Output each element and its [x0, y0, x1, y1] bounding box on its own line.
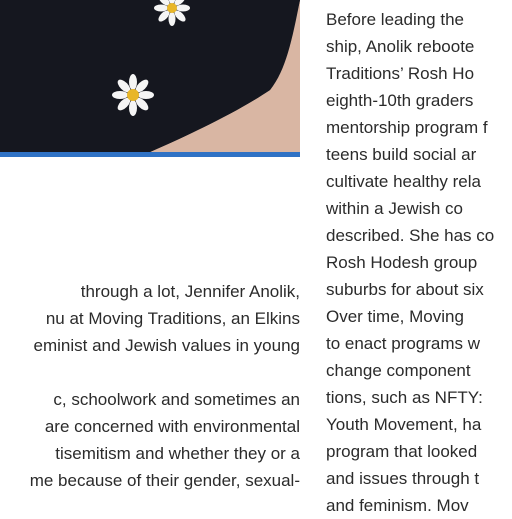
text-line: Before leading the: [326, 10, 464, 29]
text-line: c, schoolwork and sometimes an: [53, 390, 300, 409]
text-line: cultivate healthy rela: [326, 172, 481, 191]
text-line: through a lot, Jennifer Anolik,: [80, 282, 300, 301]
text-line: to enact programs w: [326, 334, 481, 353]
text-line: Traditions’ Rosh Ho: [326, 64, 475, 83]
text-line: suburbs for about six: [326, 280, 484, 299]
text-line: Youth Movement, ha: [326, 415, 482, 434]
right-text-column: [326, 6, 512, 519]
text-line: Rosh Hodesh group: [326, 253, 478, 272]
floral-dress-image: [0, 0, 300, 152]
text-line: within a Jewish co: [326, 199, 464, 218]
text-line: Over time, Moving: [326, 307, 464, 326]
text-line: eminist and Jewish values in young: [33, 336, 300, 355]
text-line: program that looked: [326, 442, 478, 461]
text-line: change component: [326, 361, 471, 380]
text-line: tisemitism and whether they or a: [55, 444, 300, 463]
text-line: nu at Moving Traditions, an Elkins: [45, 309, 300, 328]
article-photo: [0, 0, 300, 152]
text-line: and issues through t: [326, 469, 480, 488]
paragraph-gap: [0, 359, 300, 386]
text-line: tions, such as NFTY:: [326, 388, 483, 407]
text-line: eighth-10th graders: [326, 91, 474, 110]
text-line: are concerned with environmental: [44, 417, 300, 436]
text-line: ship, Anolik reboote: [326, 37, 475, 56]
left-text-column: [0, 278, 300, 494]
text-line: me because of their gender, sexual-: [29, 471, 300, 490]
text-line: teens build social ar: [326, 145, 477, 164]
text-line: and feminism. Mov: [326, 496, 469, 515]
text-line: described. She has co: [326, 226, 495, 245]
photo-accent-rule: [0, 152, 300, 157]
text-line: mentorship program f: [326, 118, 488, 137]
